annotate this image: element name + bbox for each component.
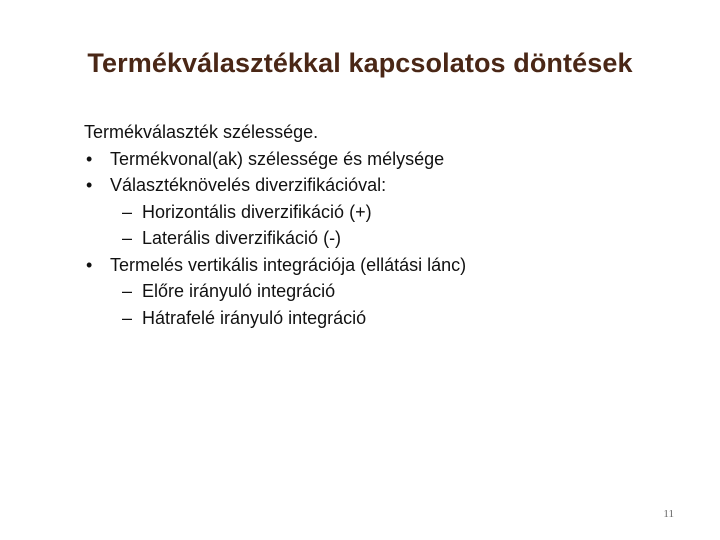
slide-title: Termékválasztékkal kapcsolatos döntések — [87, 48, 633, 78]
slide-content — [84, 119, 684, 331]
sub-bullet-item — [84, 278, 684, 305]
bullet-item-3 — [84, 252, 684, 279]
intro-line — [84, 119, 684, 146]
bullet-marker: • — [86, 175, 93, 195]
sub-bullet-marker: – — [122, 201, 133, 222]
intro-text: Termékválaszték szélessége. — [84, 122, 319, 142]
sub-bullet-marker: – — [122, 307, 133, 328]
page-number: 11 — [663, 508, 674, 520]
bullet-marker: • — [86, 148, 93, 169]
bullet-item-1 — [84, 146, 684, 173]
sub-bullet-text: Hátrafelé irányuló integráció — [142, 307, 367, 328]
bullet-text: Termelés vertikális integrációja (ellátási lánc) — [110, 254, 467, 275]
sub-bullet-item — [84, 199, 684, 226]
sub-bullet-item — [84, 225, 684, 252]
sub-bullet-marker: – — [122, 228, 133, 248]
sub-bullet-item — [84, 305, 684, 332]
bullet-text: Választéknövelés diverzifikációval: — [110, 175, 387, 195]
bullet-marker: • — [86, 254, 93, 275]
sub-bullet-text: Laterális diverzifikáció (-) — [142, 228, 342, 248]
sub-bullet-text: Előre irányuló integráció — [142, 281, 336, 301]
bullet-item-2 — [84, 172, 684, 199]
bullet-text: Termékvonal(ak) szélessége és mélysége — [110, 148, 445, 169]
sub-bullet-text: Horizontális diverzifikáció (+) — [142, 201, 372, 222]
sub-bullet-marker: – — [122, 281, 133, 301]
